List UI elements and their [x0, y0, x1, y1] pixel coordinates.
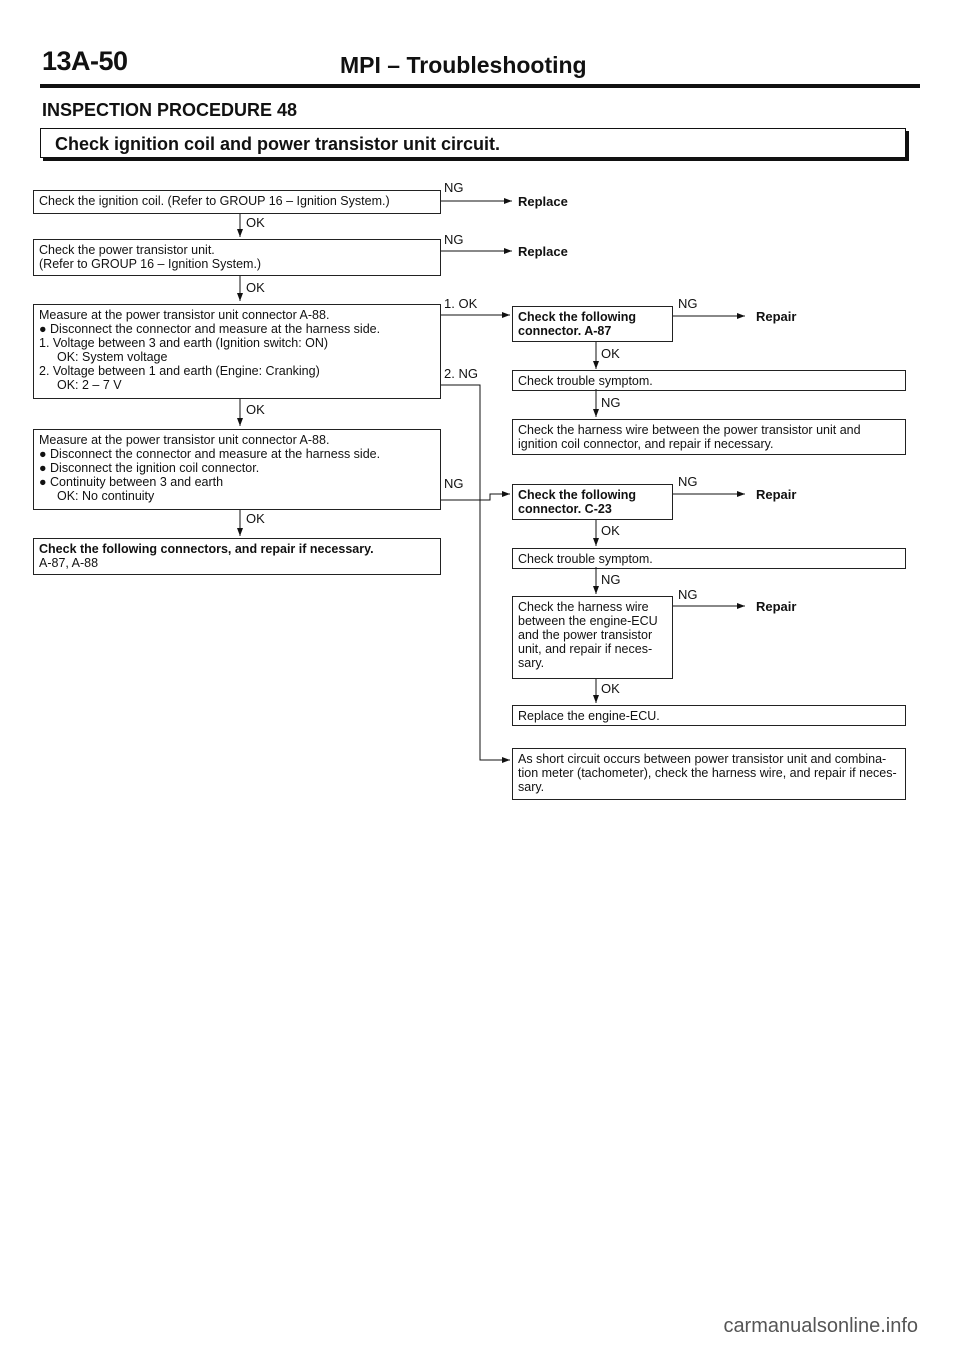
box-check-power-transistor: Check the power transistor unit. (Refer to GROUP 16 – Ignition System.) — [33, 239, 441, 276]
box-check-connector-a87: Check the following connector. A-87 — [512, 306, 673, 342]
box-check-trouble-symptom-1: Check trouble symptom. — [512, 370, 906, 391]
label-ng: NG — [601, 395, 621, 410]
box-short-circuit-note: As short circuit occurs between power transistor unit and combina- tion meter (tachometer), check the harness wire, and repair if neces- sary. — [512, 748, 906, 800]
label-ok: OK — [246, 402, 265, 417]
result-replace: Replace — [518, 244, 568, 259]
label-ok: OK — [601, 346, 620, 361]
label-ok: OK — [601, 681, 620, 696]
box-check-connector-c23: Check the following connector. C-23 — [512, 484, 673, 520]
label-1-ok: 1. OK — [444, 296, 478, 311]
box-check-harness-ignition-coil: Check the harness wire between the power transistor unit and ignition coil connector, and repair if necessary. — [512, 419, 906, 455]
label-ng: NG — [444, 476, 464, 491]
box-check-harness-engine-ecu: Check the harness wire between the engine-ECU and the power transistor unit, and repair if neces- sary. — [512, 596, 673, 679]
box-measure-connector-continuity: Measure at the power transistor unit connector A-88. ● Disconnect the connector and measure at the harness side. ● Disconnect the ignition coil connector. ● Continuity between 3 and earth OK: No continuity — [33, 429, 441, 510]
label-ok: OK — [246, 215, 265, 230]
label-ng: NG — [444, 232, 464, 247]
label-ng: NG — [678, 587, 698, 602]
label-ok: OK — [246, 511, 265, 526]
watermark: carmanualsonline.info — [723, 1315, 918, 1337]
box-check-trouble-symptom-2: Check trouble symptom. — [512, 548, 906, 569]
procedure-title: INSPECTION PROCEDURE 48 — [42, 100, 298, 120]
result-replace: Replace — [518, 194, 568, 209]
result-repair: Repair — [756, 487, 797, 502]
box-replace-engine-ecu: Replace the engine-ECU. — [512, 705, 906, 726]
label-ok: OK — [246, 280, 265, 295]
box-measure-connector-voltage: Measure at the power transistor unit connector A-88. ● Disconnect the connector and measure at the harness side. 1. Voltage between 3 and earth (Ignition switch: ON) OK: System voltage 2. Voltage between 1 and earth (Engine: Cranking) OK: 2 – 7 V — [33, 304, 441, 399]
label-ng: NG — [678, 474, 698, 489]
page-title: MPI – Troubleshooting — [340, 52, 587, 78]
label-2-ng: 2. NG — [444, 366, 478, 381]
procedure-banner: Check ignition coil and power transistor unit circuit. — [40, 128, 906, 158]
page-number: 13A-50 — [42, 46, 128, 76]
result-repair: Repair — [756, 309, 797, 324]
result-repair: Repair — [756, 599, 797, 614]
box-check-connectors: Check the following connectors, and repair if necessary. A-87, A-88 — [33, 538, 441, 575]
label-ng: NG — [601, 572, 621, 587]
label-ng: NG — [444, 180, 464, 195]
label-ng: NG — [678, 296, 698, 311]
box-check-ignition-coil: Check the ignition coil. (Refer to GROUP 16 – Ignition System.) — [33, 190, 441, 214]
label-ok: OK — [601, 523, 620, 538]
